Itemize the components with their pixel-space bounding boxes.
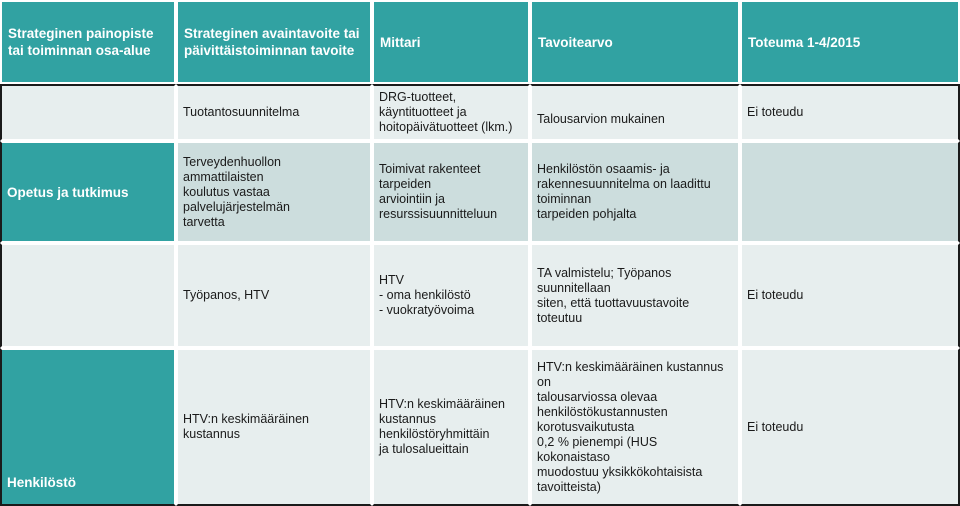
row2-target: Henkilöstön osaamis- ja rakennesuunnitelma on laadittu toiminnan tarpeiden pohjalta — [530, 141, 740, 243]
row3-goal: Työpanos, HTV — [176, 243, 372, 348]
header-result: Toteuma 1-4/2015 — [740, 0, 960, 84]
row2-area: Opetus ja tutkimus — [0, 141, 176, 243]
row3-metric: HTV - oma henkilöstö - vuokratyövoima — [372, 243, 530, 348]
row3-result: Ei toteudu — [740, 243, 960, 348]
row4-result: Ei toteudu — [740, 348, 960, 506]
row1-goal: Tuotantosuunnitelma — [176, 84, 372, 141]
header-area: Strateginen painopiste tai toiminnan osa-alue — [0, 0, 176, 84]
row4-goal: HTV:n keskimääräinen kustannus — [176, 348, 372, 506]
header-target: Tavoitearvo — [530, 0, 740, 84]
row4-metric: HTV:n keskimääräinen kustannus henkilöstöryhmittäin ja tulosalueittain — [372, 348, 530, 506]
row4-target: HTV:n keskimääräinen kustannus on talousarviossa olevaa henkilöstökustannusten korotusvaikutusta 0,2 % pienempi (HUS kokonaistaso muodostuu yksikkökohtaisista tavoitteista) — [530, 348, 740, 506]
row1-metric: DRG-tuotteet, käyntituotteet ja hoitopäivätuotteet (lkm.) — [372, 84, 530, 141]
row2-goal: Terveydenhuollon ammattilaisten koulutus vastaa palvelujärjestelmän tarvetta — [176, 141, 372, 243]
row3-area — [0, 243, 176, 348]
header-metric: Mittari — [372, 0, 530, 84]
row1-area — [0, 84, 176, 141]
row3-target: TA valmistelu; Työpanos suunnitellaan siten, että tuottavuustavoite toteutuu — [530, 243, 740, 348]
row1-target: Talousarvion mukainen — [530, 84, 740, 141]
row2-result — [740, 141, 960, 243]
row2-metric: Toimivat rakenteet tarpeiden arviointiin ja resurssisuunnitteluun — [372, 141, 530, 243]
header-goal: Strateginen avaintavoite tai päivittäistoiminnan tavoite — [176, 0, 372, 84]
row4-area: Henkilöstö — [0, 348, 176, 506]
row1-result: Ei toteudu — [740, 84, 960, 141]
